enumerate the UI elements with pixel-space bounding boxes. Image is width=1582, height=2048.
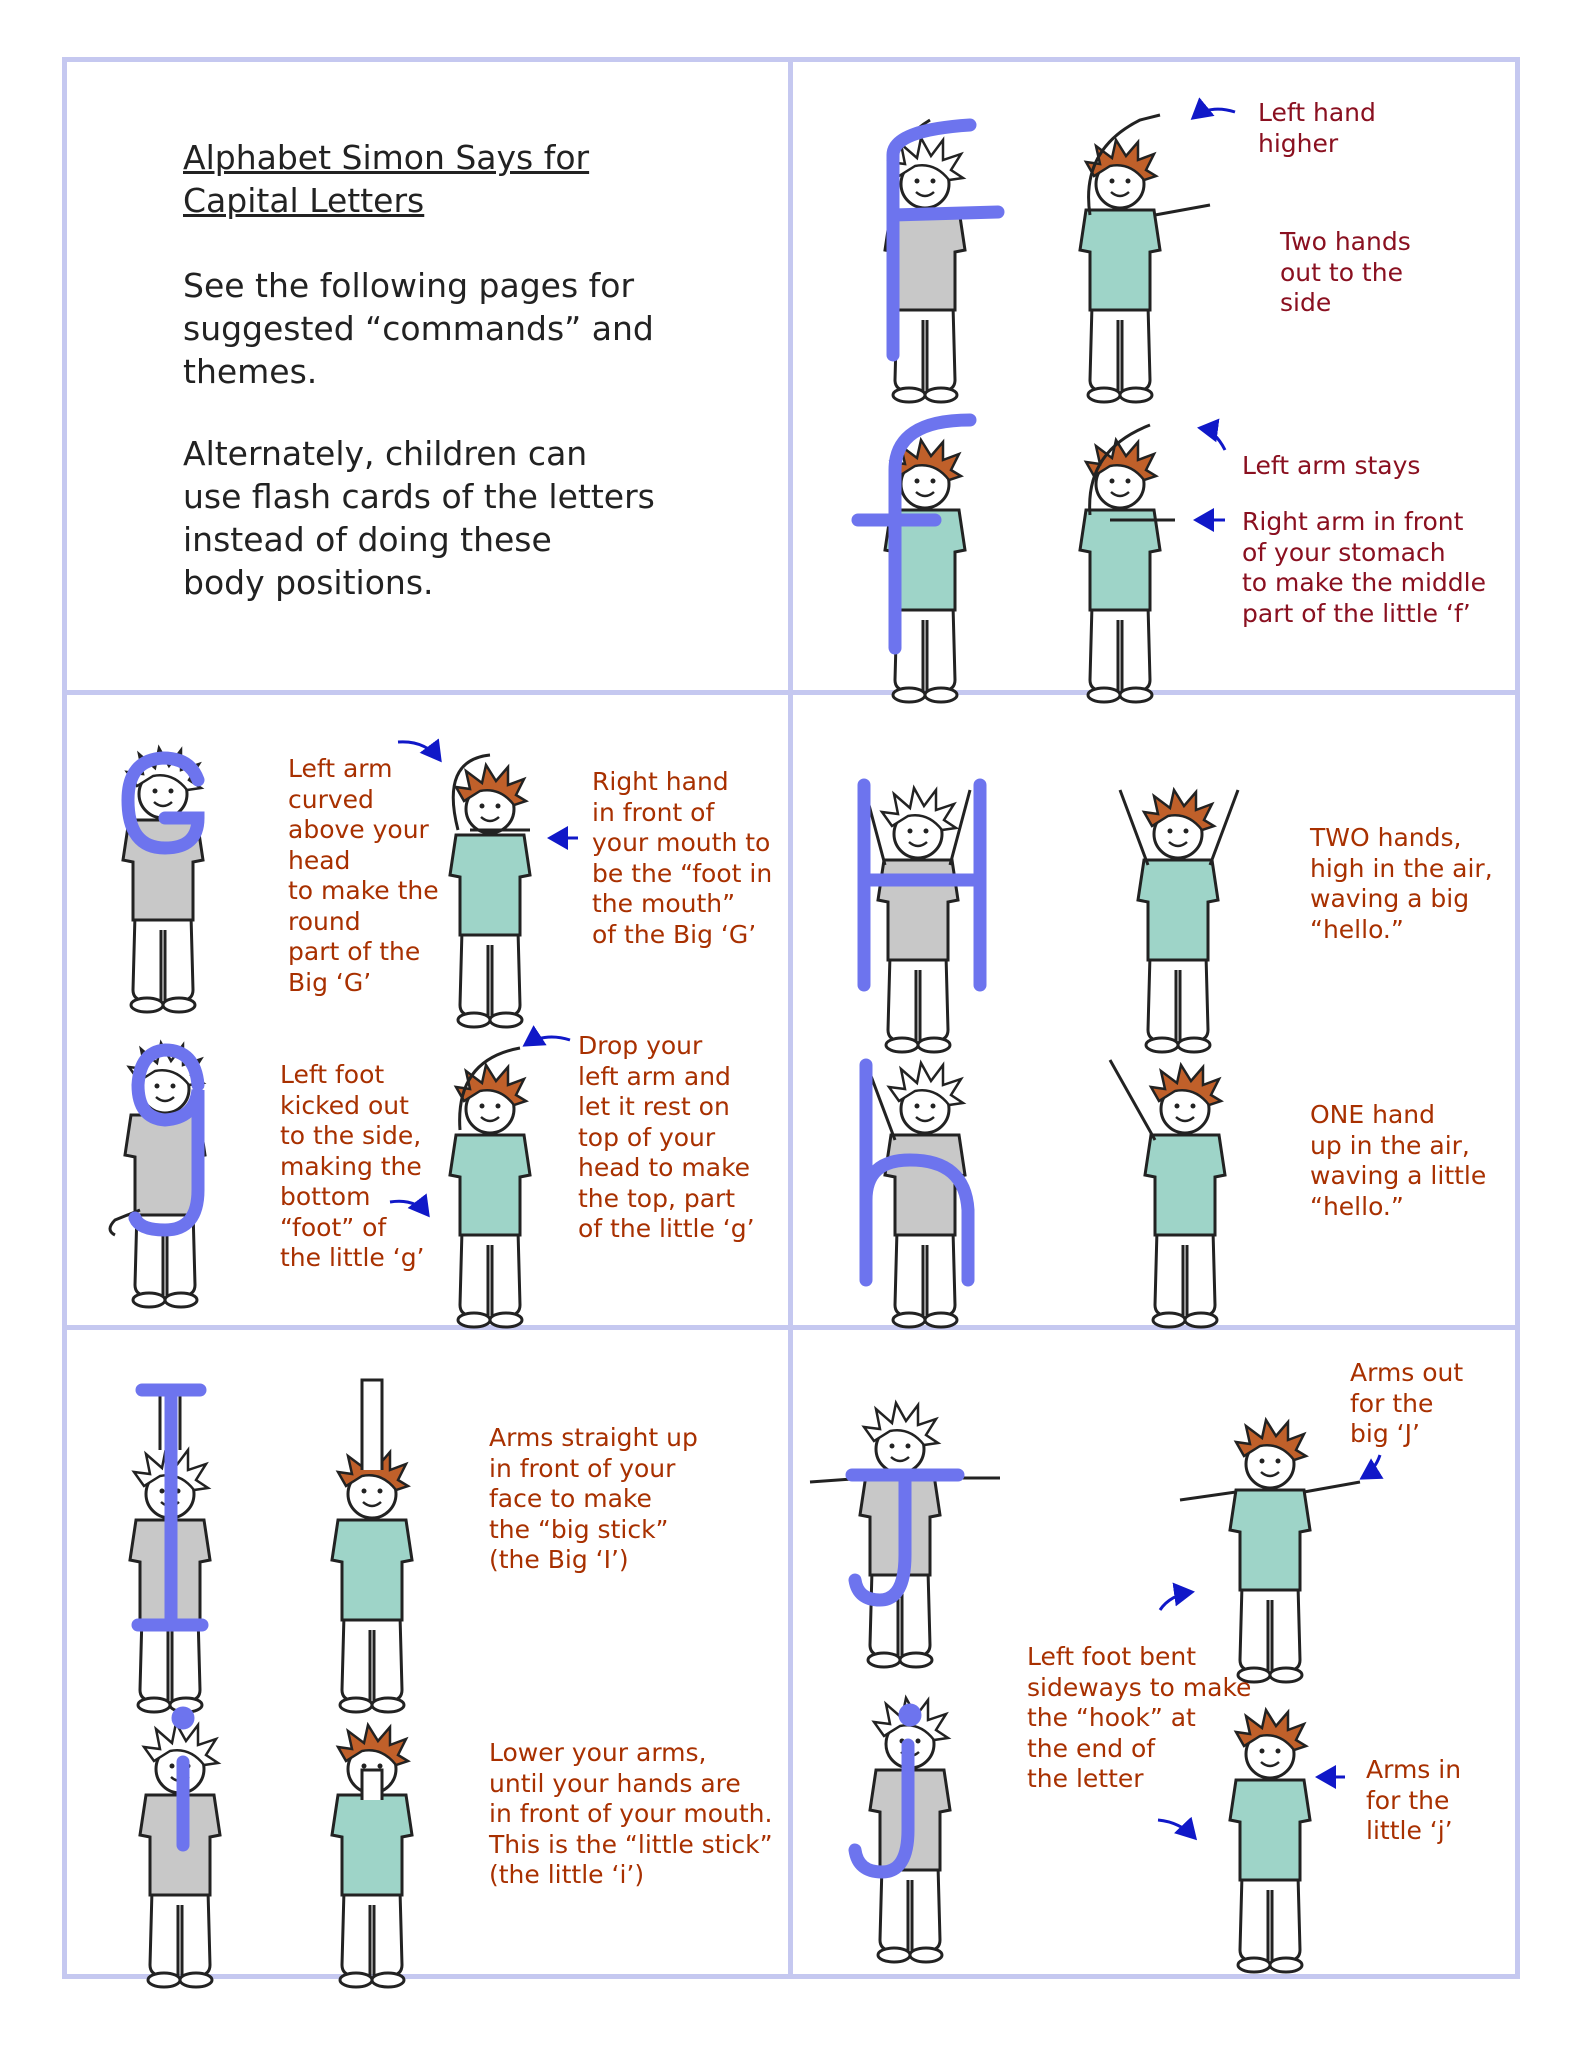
intro-title-line-2: Capital Letters <box>183 181 425 220</box>
caption-F-left-hand: Left hand higher <box>1258 98 1376 158</box>
kid-teal-f-right <box>1080 425 1175 702</box>
intro-title-line-1: Alphabet Simon Says for <box>183 138 590 177</box>
caption-I-arms-up: Arms straight up in front of your face to make the “big stick” (the Big ‘I’) <box>489 1423 698 1574</box>
caption-j-arms-in: Arms in for the little ‘j’ <box>1366 1755 1462 1845</box>
kid-teal-G <box>450 755 530 1027</box>
kid-teal-I <box>332 1380 412 1712</box>
kid-gray-h <box>865 1060 965 1327</box>
caption-h-one-hand: ONE hand up in the air, waving a little “hello.” <box>1310 1100 1487 1221</box>
kid-gray-F <box>885 120 1000 402</box>
caption-f-left-arm: Left arm stays <box>1242 451 1421 480</box>
intro-para1-line-2: suggested “commands” and <box>183 309 654 348</box>
caption-J-left-foot: Left foot bent sideways to make the “hook” at the end of the letter <box>1027 1642 1252 1793</box>
kid-teal-g <box>450 1048 530 1327</box>
caption-G-left-arm: Left arm curved above your head to make the round part of the Big ‘G’ <box>288 754 439 997</box>
arrow-f-left-arm <box>1200 428 1225 450</box>
intro-para2-line-3: instead of doing these <box>183 520 552 559</box>
caption-g-drop-arm: Drop your left arm and let it rest on top of your head to make the top, part of the little ‘g’ <box>578 1031 755 1243</box>
kid-teal-F <box>1080 115 1210 402</box>
caption-G-right-hand: Right hand in front of your mouth to be the “foot in the mouth” of the Big ‘G’ <box>592 767 773 949</box>
caption-g-left-foot: Left foot kicked out to the side, making the bottom “foot” of the little ‘g’ <box>280 1060 425 1272</box>
caption-i-lower-arms: Lower your arms, until your hands are in front of your mouth. This is the “little stick” (the little ‘i’) <box>489 1738 773 1889</box>
intro-para2-line-2: use flash cards of the letters <box>183 477 655 516</box>
intro-para1-line-1: See the following pages for <box>183 266 635 305</box>
kid-teal-i <box>332 1725 412 1987</box>
caption-F-two-hands: Two hands out to the side <box>1280 227 1411 317</box>
kid-gray-H <box>865 788 970 1052</box>
arrow-J-left-foot <box>1160 1592 1192 1610</box>
caption-J-arms-out: Arms out for the big ‘J’ <box>1350 1358 1464 1448</box>
arrow-F-left-hand <box>1193 109 1235 118</box>
caption-f-right-arm: Right arm in front of your stomach to make the middle part of the little ‘f’ <box>1242 507 1486 628</box>
kid-teal-H <box>1120 790 1238 1052</box>
kid-gray-g <box>110 1043 205 1307</box>
caption-H-two-hands: TWO hands, high in the air, waving a big “hello.” <box>1310 823 1493 944</box>
intro-para1-line-3: themes. <box>183 352 318 391</box>
intro-para2-line-1: Alternately, children can <box>183 434 588 473</box>
intro-para2-line-4: body positions. <box>183 563 434 602</box>
kid-teal-h <box>1110 1060 1225 1327</box>
arrow-J-arms-out <box>1362 1455 1380 1478</box>
arrow-g-drop-arm <box>525 1037 570 1045</box>
arrow-j-left-foot <box>1158 1820 1195 1838</box>
